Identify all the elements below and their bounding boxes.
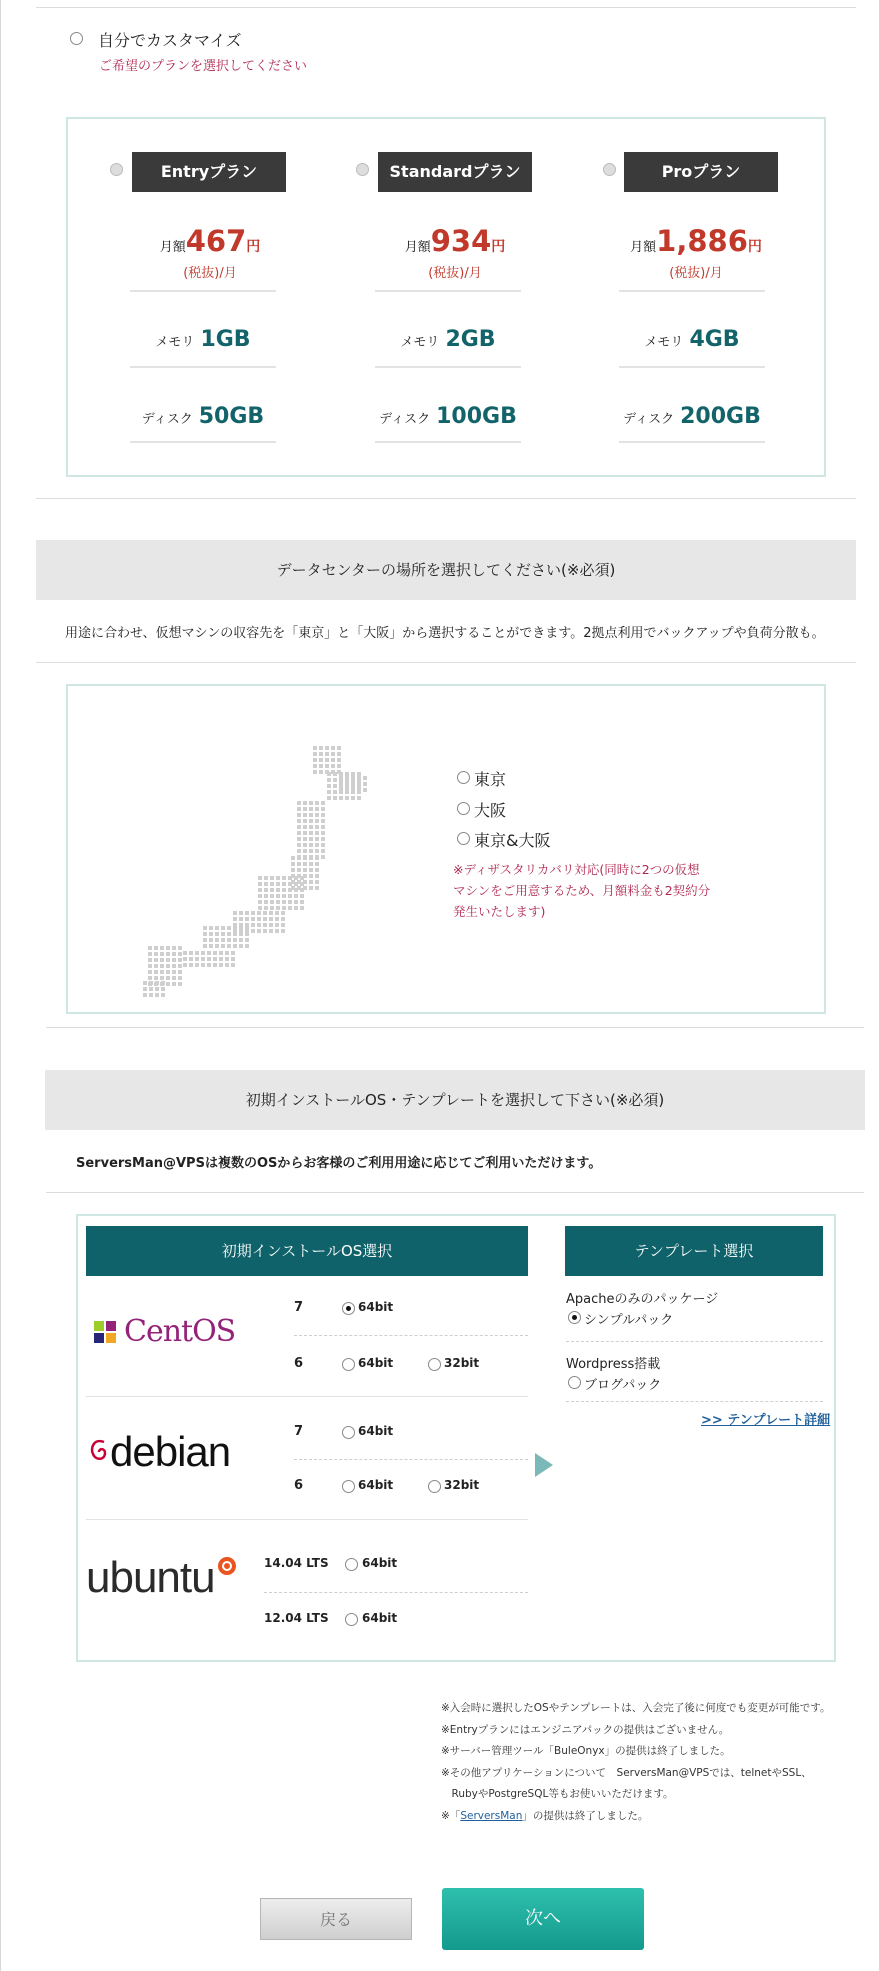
datacenter-both-radio[interactable] [457, 832, 470, 845]
plan-entry-radio[interactable] [110, 163, 123, 176]
back-button[interactable] [260, 1898, 412, 1940]
template-wordpress-label: Wordpress搭載 [566, 1357, 661, 1372]
centos-6-label: 6 [294, 1356, 304, 1371]
memory-label: メモリ [155, 335, 195, 350]
japan-map-image [83, 726, 383, 1016]
datacenter-note-2: マシンをご用意するため、月額料金も2契約分 [453, 883, 711, 898]
divider [264, 1592, 528, 1593]
ubuntu-logo [86, 1553, 237, 1602]
disk-value: 50GB [198, 404, 265, 429]
plan-pro-price [616, 224, 776, 258]
debian-7-64bit-radio[interactable] [342, 1426, 355, 1439]
divider [86, 1519, 528, 1520]
template-blog-label[interactable]: ブログパック [584, 1378, 662, 1393]
datacenter-osaka-radio[interactable] [457, 802, 470, 815]
datacenter-note-3: 発生いたします) [453, 904, 546, 919]
ubuntu-1404-64bit-radio[interactable] [345, 1558, 358, 1571]
os-description: ServersMan@VPSは複数のOSからお客様のご利用用途に応じてご利用いただけます。 [76, 1156, 602, 1171]
divider [566, 1341, 823, 1342]
price-prefix: 月額 [630, 240, 657, 255]
divider [619, 366, 765, 368]
ubuntu-1404-64bit-label[interactable]: 64bit [362, 1556, 398, 1570]
template-simple-label[interactable]: シンプルパック [584, 1313, 674, 1328]
debian-6-label: 6 [294, 1478, 304, 1493]
memory-value: 1GB [200, 327, 251, 352]
ubuntu-logo-text: ubuntu [86, 1553, 215, 1602]
template-detail-link[interactable]: >> テンプレート詳細 [701, 1413, 831, 1428]
price-value: 1,886 [656, 224, 748, 258]
plan-standard-price [375, 224, 535, 258]
back-button-label: 戻る [319, 1910, 352, 1929]
disk-value: 200GB [680, 404, 761, 429]
divider [130, 366, 276, 368]
os-heading: 初期インストールOS・テンプレートを選択して下さい(※必須) [45, 1070, 865, 1130]
ubuntu-1204-64bit-radio[interactable] [345, 1613, 358, 1626]
template-blog-radio[interactable] [568, 1376, 581, 1389]
customize-radio[interactable] [70, 32, 83, 45]
disk-label: ディスク [141, 412, 193, 427]
centos-logo-text: CentOS [124, 1314, 236, 1349]
plan-pro-disk [619, 404, 765, 429]
debian-7-label: 7 [294, 1424, 304, 1439]
divider [86, 1396, 528, 1397]
disk-label: ディスク [379, 412, 431, 427]
price-yen: 円 [747, 239, 762, 255]
datacenter-description: 用途に合わせ、仮想マシンの収容先を「東京」と「大阪」から選択することができます。2拠点利用でバックアップや負荷分散も。 [65, 626, 825, 641]
debian-logo [88, 1428, 231, 1475]
centos-6-64bit-label[interactable]: 64bit [358, 1356, 394, 1370]
note-6-prefix: ※「 [441, 1810, 461, 1822]
plan-entry-disk [130, 404, 276, 429]
note-5: RubyやPostgreSQL等もお使いいただけます。 [441, 1788, 674, 1800]
divider [46, 1192, 864, 1193]
price-yen: 円 [246, 239, 261, 255]
divider [619, 290, 765, 292]
plan-entry-memory [130, 327, 276, 352]
note-1: ※入会時に選択したOSやテンプレートは、入会完了後に何度でも変更が可能です。 [441, 1702, 831, 1714]
divider [375, 441, 521, 443]
price-yen: 円 [491, 239, 506, 255]
datacenter-tokyo-radio[interactable] [457, 771, 470, 784]
centos-logo [90, 1314, 235, 1349]
divider [294, 1459, 528, 1460]
ubuntu-1204-64bit-label[interactable]: 64bit [362, 1611, 398, 1625]
memory-value: 4GB [689, 327, 740, 352]
plan-pro-memory [619, 327, 765, 352]
divider [36, 498, 856, 499]
memory-label: メモリ [400, 335, 440, 350]
centos-6-64bit-radio[interactable] [342, 1358, 355, 1371]
memory-value: 2GB [445, 327, 496, 352]
centos-6-32bit-label[interactable]: 32bit [444, 1356, 480, 1370]
note-3: ※サーバー管理ツール「BuleOnyx」の提供は終了しました。 [441, 1745, 731, 1757]
plan-standard-radio[interactable] [356, 163, 369, 176]
note-6-suffix: 」の提供は終了しました。 [522, 1810, 649, 1822]
plan-entry-tax: (税抜)/月 [183, 266, 237, 281]
memory-label: メモリ [644, 335, 684, 350]
note-2: ※Entryプランにはエンジニアパックの提供はございません。 [441, 1724, 730, 1736]
divider [375, 290, 521, 292]
disk-label: ディスク [623, 412, 675, 427]
os-box [76, 1214, 836, 1662]
datacenter-note-1: ※ディザスタリカバリ対応(同時に2つの仮想 [453, 862, 700, 877]
divider [566, 1401, 823, 1402]
plan-standard-header[interactable]: Standardプラン [378, 152, 532, 192]
divider [619, 441, 765, 443]
centos-7-label: 7 [294, 1300, 304, 1315]
debian-swirl-icon [88, 1434, 110, 1470]
ubuntu-1404-label: 14.04 LTS [264, 1556, 329, 1570]
next-button-label: 次へ [525, 1908, 561, 1929]
divider [36, 7, 856, 8]
customize-hint: ご希望のプランを選択してください [99, 59, 308, 74]
datacenter-both-label[interactable]: 東京&大阪 [474, 831, 551, 850]
datacenter-tokyo-label[interactable]: 東京 [474, 770, 507, 789]
debian-6-32bit-label[interactable]: 32bit [444, 1478, 480, 1492]
plan-entry-header[interactable]: Entryプラン [132, 152, 286, 192]
plan-standard-memory [375, 327, 521, 352]
centos-7-64bit-label[interactable]: 64bit [358, 1300, 394, 1314]
next-button[interactable] [442, 1888, 644, 1950]
debian-6-64bit-radio[interactable] [342, 1480, 355, 1493]
plan-standard-disk [375, 404, 521, 429]
debian-6-64bit-label[interactable]: 64bit [358, 1478, 394, 1492]
plan-standard-tax: (税抜)/月 [428, 266, 482, 281]
arrow-right-icon [535, 1453, 553, 1477]
divider [130, 290, 276, 292]
note-4: ※その他アプリケーションについて ServersMan@VPSでは、telnetやSSL、 [441, 1767, 812, 1779]
plan-pro-tax: (税抜)/月 [669, 266, 723, 281]
datacenter-box [66, 684, 826, 1014]
datacenter-heading: データセンターの場所を選択してください(※必須) [36, 540, 856, 600]
os-select-header: 初期インストールOS選択 [86, 1226, 528, 1276]
template-apache-label: Apacheのみのパッケージ [566, 1292, 719, 1307]
divider [130, 441, 276, 443]
customize-label[interactable]: 自分でカスタマイズ [98, 31, 242, 50]
centos-icon [90, 1317, 120, 1347]
template-simple-radio[interactable] [568, 1311, 581, 1324]
price-prefix: 月額 [404, 240, 431, 255]
debian-logo-text: debian [110, 1428, 231, 1475]
divider [46, 1027, 864, 1028]
servers-man-link[interactable]: ServersMan [460, 1810, 523, 1822]
template-select-header: テンプレート選択 [565, 1226, 823, 1276]
price-value: 934 [430, 224, 492, 258]
debian-6-32bit-radio[interactable] [428, 1480, 441, 1493]
price-prefix: 月額 [159, 240, 186, 255]
centos-7-64bit-radio[interactable] [342, 1302, 355, 1315]
ubuntu-circle-icon [217, 1556, 237, 1576]
disk-value: 100GB [436, 404, 517, 429]
divider [375, 366, 521, 368]
plan-pro-header[interactable]: Proプラン [624, 152, 778, 192]
ubuntu-1204-label: 12.04 LTS [264, 1611, 329, 1625]
divider [36, 662, 856, 663]
plan-pro-radio[interactable] [603, 163, 616, 176]
debian-7-64bit-label[interactable]: 64bit [358, 1424, 394, 1438]
plan-entry-price [130, 224, 290, 258]
divider [294, 1335, 528, 1336]
datacenter-osaka-label[interactable]: 大阪 [474, 801, 507, 820]
note-6 [441, 1808, 648, 1823]
centos-6-32bit-radio[interactable] [428, 1358, 441, 1371]
price-value: 467 [185, 224, 247, 258]
plan-selection-box [66, 117, 826, 477]
